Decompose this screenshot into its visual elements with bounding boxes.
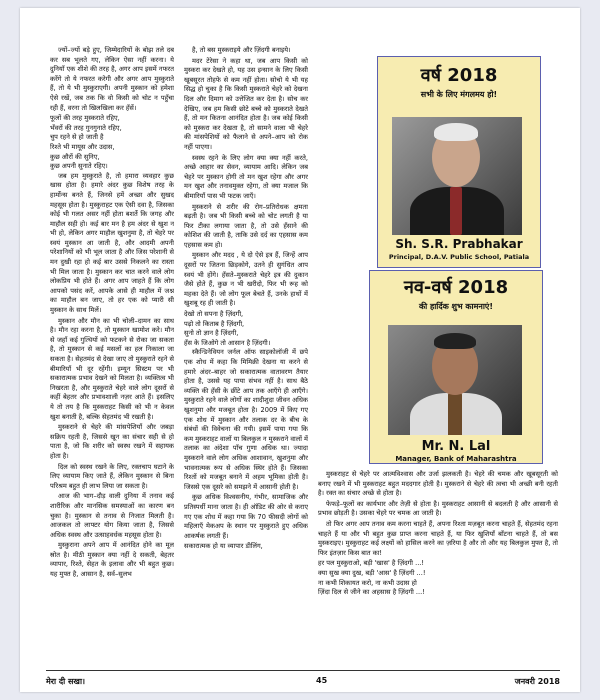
portrait-photo — [388, 325, 522, 435]
paragraph: स्कैन्डिनेवियन जर्नल ऑफ साइकोलॉजी में छपे एक शोध में कहा कि मिमिक्री देखना या करने से हमारे अंदर–बाहर जो सकारात्मक वातावरण तैयार होता है, उससे यह पाया संभव नहीं है। साथ बैठे व्यक्ति की हँसी के छींटे आप तक आएँगे ही आएँगे। मुस्कुराते रहने वाले लोगों का शादीशुदा जीवन अधिक खुशनुमा और मजबूत होता है। 2009 में किए गए एक शोध में मुस्कान और तलाक दर के बीच के संबंधों की विवेचना की गयी। इसमें पाया गया कि कम मुस्कराहट वालों या बिलकुल न मुस्कराने वालों में तलाक का अंदेशा पाँच गुणा अधिक था। ज्यादा मुस्कराने वाले लोग अधिक आशावान, खुशनुमा और भावनात्मक रूप से अधिक स्थिर होते हैं। जिसका रिश्तों को मजबूत बनाने में अहम भूमिका होती है। जिससे एक दूसरे को समझने में आसानी होती है। — [184, 348, 308, 491]
paragraph: मुस्कराने से शरीर की रोग–प्रतिरोधक क्षमता बढ़ती है। जब भी किसी बच्चे को चोट लगती है या फिर टीका लगाया जाता है, तो उसे हँसाने की कोशिश की जाती है, ताकि उसे दर्द का एहसास कम एहसास कम हो। — [184, 202, 308, 249]
paragraph: जब हम मुस्कुराते है, तो हमारा व्यवहार कुछ खास होता है। हमारे अंदर कुछ विशेष तरह के हार्मोन्स बनते हैं, जिनसे हमें अच्छा और सुखद महसूस होता है। मुस्कुराहट एक ऐसी दवा है, जिसका कोई भी गलत असर नहीं होता बशर्ते कि जगह और माहौल सही हो। कई बार मन है हम अंदर से खुश न भी हो, लेकिन अगर माहौल खुशनुमा है, तो चेहरे पर स्वयं मुस्कान आ जाती है, और आदमी अपनी परेशानियों को भी भूल जाता है और जिस परेशानी से मन दुखी रहा हो कई बार उससे निकलने का रास्ता भी मिल जाता है। मुस्कान कर चात करने वाले लोग लोकप्रिय भी होते हैं। अगर आप जाहते हैं कि लोग आपको पसंद करें, आपके आसे ही माहौल में जश्न का माहौल बन जाए, तो हर एक को प्यारी सी मुस्कान के साथ मिलें। — [50, 171, 174, 315]
paragraph: चुप रहने से हो जाती है — [50, 133, 104, 142]
person-role: Manager, Bank of Maharashtra — [395, 455, 517, 463]
portrait-tie — [450, 187, 462, 235]
magazine-name: मेरा दी सखा। — [46, 677, 86, 686]
greeting-box-prabhakar — [377, 56, 541, 268]
paragraph: हर पल मुस्कुराओ, बड़ी 'खास' है ज़िंदगी ...! — [318, 559, 425, 568]
paragraph: फेफड़े–फूलों का कार्यभार और तेज़ी से होता है। मुस्कराहट आसानी से बदलती है और आसानी से प्रभाव छोड़ती है। उसका चेहरे पर चमक आ जाती है। — [318, 499, 558, 518]
greeting-title: नव-वर्ष 2018 — [403, 277, 509, 298]
person-name: Mr. N. Lal — [421, 439, 491, 454]
paragraph: दिल को स्वस्थ रखने के लिए, रक्तचाप घटाने के लिए व्यायाम किए जाते हैं, लेकिन मुस्कान से बिना परिश्रम बहुत ही लाभ लिया जा सकता है। — [50, 462, 174, 490]
portrait-hair — [434, 123, 478, 141]
article-column-1 — [50, 46, 174, 650]
paragraph: ज्यों–ज्यों बड़े हुए, जिम्मेदारियों के बोझ तले दब कर सब भूलते गए, लेकिन ऐसा नहीं करना। ये दुनियाँ एक शीशे की तरह है, अगर आप इसमें नफरत करेंगे तो ये नफरत करेगी और अगर आप मुस्कुराते हैं, तो ये भी मुस्कुराएगी। अपनी मुस्कान को हमेशा ऐसे रखें, जब तक कि वो किसी को चोट न पहुँचा रही हैं, वरना तो खिलखिला कर हँसें। — [50, 46, 174, 112]
paragraph: मुस्कराहट से चेहरे पर आत्मविश्वास और उर्जा झलकती है। चेहरे की चमक और खूबसूरती को बनाए रखने में भी मुस्कराहट बहुत मददगार होती है। मुस्कराने से चेहरे की त्वचा भी अच्छी बनी रहती है। रक्त का संचार अच्छे से होता है। — [318, 470, 558, 498]
magazine-page — [20, 8, 580, 692]
paragraph: मुस्कुराना अपने आप में आनंदित होने का मूल स्रोत है। मीठी मुस्कान क्या नहीं दे सकती, बेहतर व्यापार, रिश्ते, सेहत के इलावा और भी बहुत कुछ। यह मुफ्त है, आसान है, सर्व–सुलभ — [50, 541, 174, 579]
portrait-hair — [434, 333, 476, 349]
greeting-subtitle: की हार्दिक शुभ कामनाएं! — [418, 302, 493, 311]
greeting-title: वर्ष 2018 — [420, 65, 498, 86]
paragraph: फूलों की तरह मुस्कराते रहिए, — [50, 114, 120, 123]
paragraph: भँवरों की तरह गुनगुनाते रहिए, — [50, 123, 122, 132]
paragraph: कुछ औरों की सुनिए, — [50, 152, 100, 161]
portrait-photo — [392, 117, 522, 235]
paragraph: सुनो तो ज्ञान है ज़िंदगी, — [184, 329, 239, 338]
paragraph: सकारात्मक हो या व्यापार डीलिंग, — [184, 542, 263, 551]
page-footer — [46, 670, 560, 689]
paragraph: मुस्कान और मौन का भी चोली–दामन का साथ है। मौन रहा करना है, तो मुस्कान खामोश करे। मौन से जहाँ कई गुत्थियों को फटकने से रोका जा सकता है, तो मुस्कान से कई मसलों का हल निकाला जा सकता है। सेहतमंद से देखा जाए तो मुस्कुराते रहने से बीमारियाँ भी दूर रहेंगी। इम्यून सिस्टम पर भी सकारात्मक प्रभाव देखने को मिलता है। व्यक्तित्व भी निखरता है, और मुस्कुराते चेहरे वाले लोग दूसरों से कहीं बेहतर और प्रभावशाली नज़र आते हैं। इसलिए ये तो तय है कि मुस्कराहट किसी को भी न केवल खुश बनाती है, बल्कि सेहतमंद भी रखती है। — [50, 316, 174, 421]
paragraph: रिश्ते भी मायूस और उदास, — [50, 142, 115, 151]
paragraph: है, तो बस मुस्कराइये और ज़िंदगी बनाइये। — [192, 46, 291, 54]
greeting-subtitle: सभी के लिए मंगलमय हो! — [420, 90, 498, 99]
paragraph: क्या सुख क्या दुख, बड़ी 'आस' है ज़िंदगी ...! — [318, 568, 426, 577]
paragraph: आज की भाग–दौड़ वाली दुनिया में तनाव कई शारीरिक और मानसिक समस्याओं का कारण बन चुका है। मुस्कान से तनाव से निजात मिलती है। आजकल तो लाफ्टर योग किया जाता है, जिससे अधिक स्वस्थ और उत्साहवर्धक महसूस होता है। — [50, 492, 174, 539]
portrait-tie — [448, 393, 462, 435]
paragraph: हँस के जिओगे तो आसान है ज़िंदगी। — [184, 338, 271, 347]
paragraph: मुस्कराने से चेहरे की मांसपेशियाँ और जबड़ा सक्रिय रहती है, जिससे खून का संचार सही से हो पाता है, जो कि शरीर को स्वस्थ रखने में सहायक होता है। — [50, 423, 174, 460]
paragraph: तो फिर अगर आप तनाव कम करना चाहते हैं, अपना रिश्ता मज़बूत करना चाहते हैं, सेहतमंद रहना चाहते हैं या और भी बहुत कुछ प्राप्त करना चाहते हैं, या फिर खुशियाँ बाँटना चाहते हैं, तो बस मुस्कराइए। मुस्कुराहट कई लक्ष्यों को हासिल करने का ज़रिया है और तो और यह बिलकुल मुफ्त है, तो फिर इंतज़ार किस बात का! — [318, 519, 558, 557]
paragraph: स्वस्थ रहने के लिए लोग क्या क्या नहीं करते, अच्छे आहार का सेवन, व्यायाम आदि। लेकिन जब चेहरे पर मुस्कान होगी तो मन खुश रहेगा और अगर मन खुश और तनावमुक्त रहेगा, तो क्या मजाल कि बीमारियाँ पास भी फटक जाएँ। — [184, 153, 308, 200]
article-column-3 — [318, 470, 558, 662]
paragraph: पढ़ो तो किताब है ज़िंदगी, — [184, 319, 245, 328]
paragraph: ज़िंदा दिल से जीने का अहसास है ज़िंदगी ...! — [318, 588, 425, 597]
paragraph: ना कभी शिकायत करो, ना कभी उदास हो — [318, 578, 417, 587]
issue-date: जनवरी 2018 — [514, 677, 560, 686]
person-role: Principal, D.A.V. Public School, Patiala — [388, 253, 530, 261]
paragraph: मुस्कान और मदद , ये दो ऐसे इत्र हैं, जिन्हें आप दूसरों पर जितना छिड़कोगे, उतने ही सुगंधित आप स्वयं भी होंगे। हँसते–मुस्कराते चेहरे इत्र की दुकान जैसे होते हैं, कुछ न भी खरीदो, फिर भी रूह को महका देते हैं। जो लोग फूल बेचते हैं, उनके हाथों में खुशबू रह ही जाती है। — [184, 251, 308, 308]
paragraph: देखो तो सपना है ज़िंदगी, — [184, 310, 244, 319]
paragraph: कुछ अधिक विश्वसनीय, गंभीर, सामाजिक और प्रतिस्पर्धी माना जाता है। ही ऑडिट की ओर से कराए गए एक शोध में कहा गया कि 70 फीसदी लोगों को महिलाएँ मेकअप के स्थान पर मुस्कुराते हुए अधिक आकर्षक लगती हैं। — [184, 493, 308, 540]
page-number: 45 — [316, 676, 328, 685]
person-name: Sh. S.R. Prabhakar — [395, 237, 523, 251]
article-column-2 — [184, 46, 308, 650]
paragraph: कुछ अपनी सुनाते रहिए। — [50, 162, 108, 171]
greeting-box-lal — [369, 270, 543, 464]
paragraph: मदर टेरेसा ने कहा था, जब आप किसी को मुस्करा कर देखते हो, यह उस इन्सान के लिए किसी खूबसूरत तोहफे से कम नहीं होता। सोचो ये भी यह सिद्ध हो चुका है कि किसी मुस्कराते चेहरे को देखना दिल और दिमाग को उत्तेजित कर देता है। सोच कर देखिए, जब हम किसी छोटे बच्चे को मुस्कराते देखते हैं, तो मन कितना आनंदित होता है। जब कोई किसी को मुस्करा कर देखता है, तो सामने वाला भी चेहरे की मांसपेशियों को फैलाने से अपने–आप को रोक नहीं पाएगा। — [184, 56, 308, 151]
